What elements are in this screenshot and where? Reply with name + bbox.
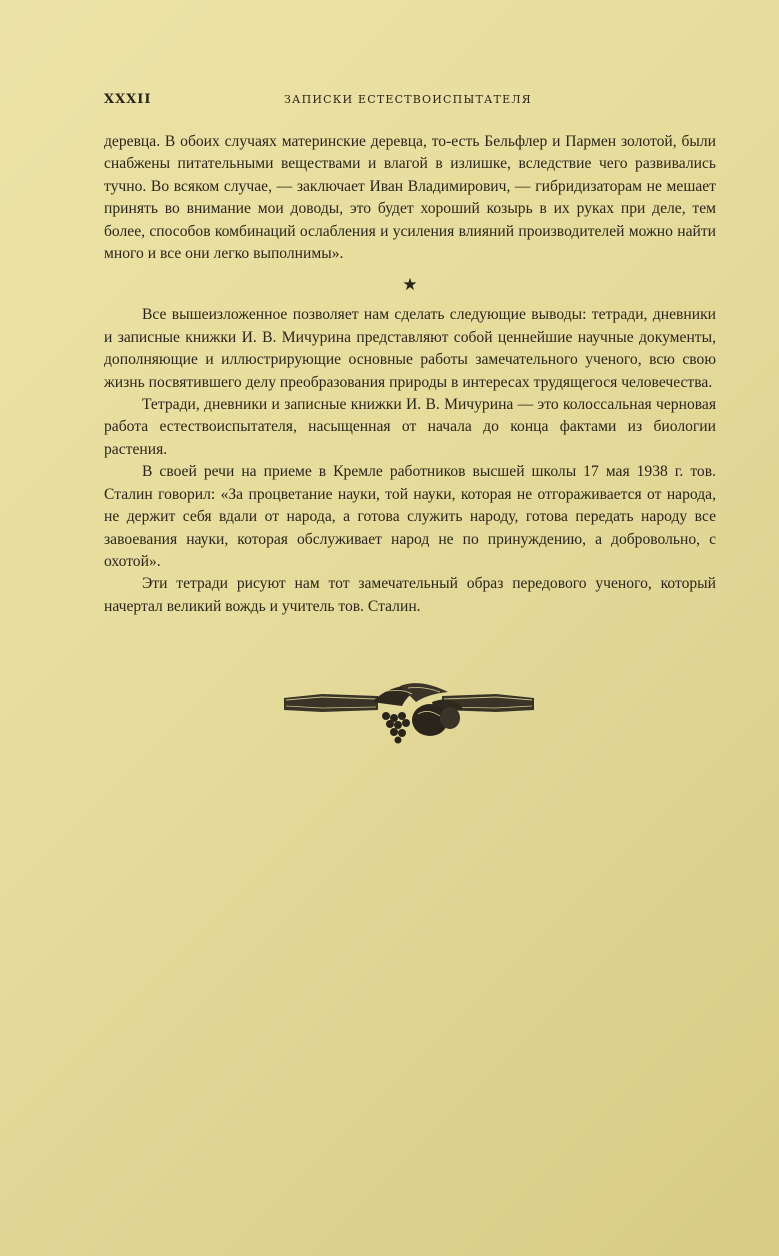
running-title: ЗАПИСКИ ЕСТЕСТВОИСПЫТАТЕЛЯ <box>284 93 532 106</box>
paragraph-closing: Эти тетради рисуют нам тот замечательный образ передового ученого, который начертал великий вождь и учитель тов. Сталин. <box>104 575 716 615</box>
page-header <box>104 92 716 112</box>
paragraph-quote: В своей речи на приеме в Кремле работников высшей школы 17 мая 1938 г. тов. Сталин говорил: «За процветание науки, той науки, которая не отгораживается от народа, не держит себя вдали от народа, а готова служить народу, готова передать народу все завоевания науки, которая обслуживает народ не по принуждению, а добровольно, с охотой». <box>104 463 716 570</box>
paragraph-notebooks: Тетради, дневники и записные книжки И. В. Мичурина — это колоссальная черновая работа естествоиспытателя, насыщенная от начала до конца фактами из биологии растения. <box>104 396 716 458</box>
fruit-garland-ornament-icon <box>282 680 536 744</box>
body-text <box>104 131 716 618</box>
page-number: XXXII <box>104 92 152 107</box>
star-separator: ★ <box>402 275 418 295</box>
paragraph-conclusions: Все вышеизложенное позволяет нам сделать следующие выводы: тетради, дневники и записные книжки И. В. Мичурина представляют собой ценнейшие научные документы, дополняющие и иллюстрирующие основные работы замечательного ученого, всю свою жизнь посвятившего делу преобразования природы в интересах трудящегося человечества. <box>104 306 716 391</box>
paragraph-continuation: деревца. В обоих случаях материнские деревца, то-есть Бельфлер и Пармен золотой, были снабжены питательными веществами и влагой в излишке, вследствие чего развивались тучно. Во всяком случае, — заключает Иван Владимирович, — гибридизаторам не мешает принять во внимание мои доводы, это будет хороший козырь в их руках при деле, тем более, способов комбинаций ослабления и усиления влияний производителей можно найти много и все они легко выполнимы». <box>104 133 716 263</box>
